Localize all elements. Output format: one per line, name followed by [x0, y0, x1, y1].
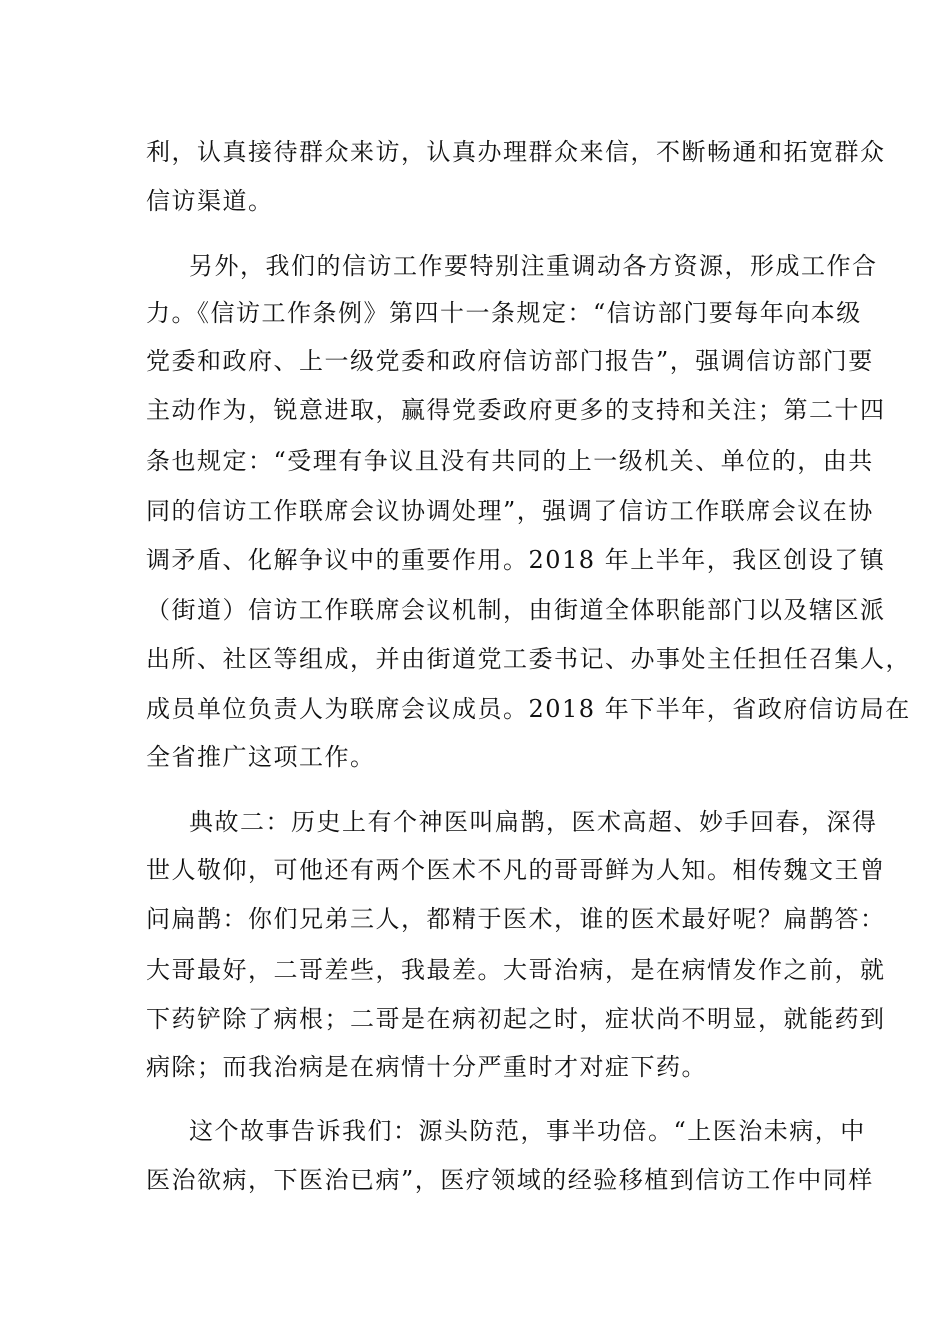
text-line: 另外，我们的信访工作要特别注重调动各方资源，形成工作合 [189, 252, 878, 280]
text-line: 调矛盾、化解争议中的重要作用。2018 年上半年，我区创设了镇 [146, 546, 886, 574]
text-line: 条也规定：“受理有争议且没有共同的上一级机关、单位的，由共 [146, 447, 874, 475]
text-line: 出所、社区等组成，并由街道党工委书记、办事处主任担任召集人， [146, 645, 911, 673]
text-line: 全省推广这项工作。 [146, 743, 376, 771]
text-line: 信访渠道。 [146, 187, 274, 215]
text-line: 典故二：历史上有个神医叫扁鹊，医术高超、妙手回春，深得 [189, 808, 878, 836]
text-line: 同的信访工作联席会议协调处理”，强调了信访工作联席会议在协 [146, 497, 874, 525]
text-line: 下药铲除了病根；二哥是在病初起之时，症状尚不明显，就能药到 [146, 1005, 886, 1033]
text-line: 党委和政府、上一级党委和政府信访部门报告”，强调信访部门要 [146, 347, 874, 375]
text-line: 利，认真接待群众来访，认真办理群众来信，不断畅通和拓宽群众 [146, 138, 886, 166]
text-line: 世人敬仰，可他还有两个医术不凡的哥哥鲜为人知。相传魏文王曾 [146, 856, 886, 884]
text-line: 这个故事告诉我们：源头防范，事半功倍。“上医治未病，中 [189, 1117, 866, 1145]
text-line: 成员单位负责人为联席会议成员。2018 年下半年，省政府信访局在 [146, 695, 911, 723]
text-line: 医治欲病，下医治已病”，医疗领域的经验移植到信访工作中同样 [146, 1166, 874, 1194]
text-line: 大哥最好，二哥差些，我最差。大哥治病，是在病情发作之前，就 [146, 956, 886, 984]
text-line: 病除；而我治病是在病情十分严重时才对症下药。 [146, 1053, 707, 1081]
text-line: 主动作为，锐意进取，赢得党委政府更多的支持和关注；第二十四 [146, 396, 886, 424]
text-line: （街道）信访工作联席会议机制，由街道全体职能部门以及辖区派 [146, 596, 886, 624]
text-line: 问扁鹊：你们兄弟三人，都精于医术，谁的医术最好呢？扁鹊答： [146, 905, 886, 933]
text-line: 力。《信访工作条例》第四十一条规定：“信访部门要每年向本级 [146, 299, 862, 327]
